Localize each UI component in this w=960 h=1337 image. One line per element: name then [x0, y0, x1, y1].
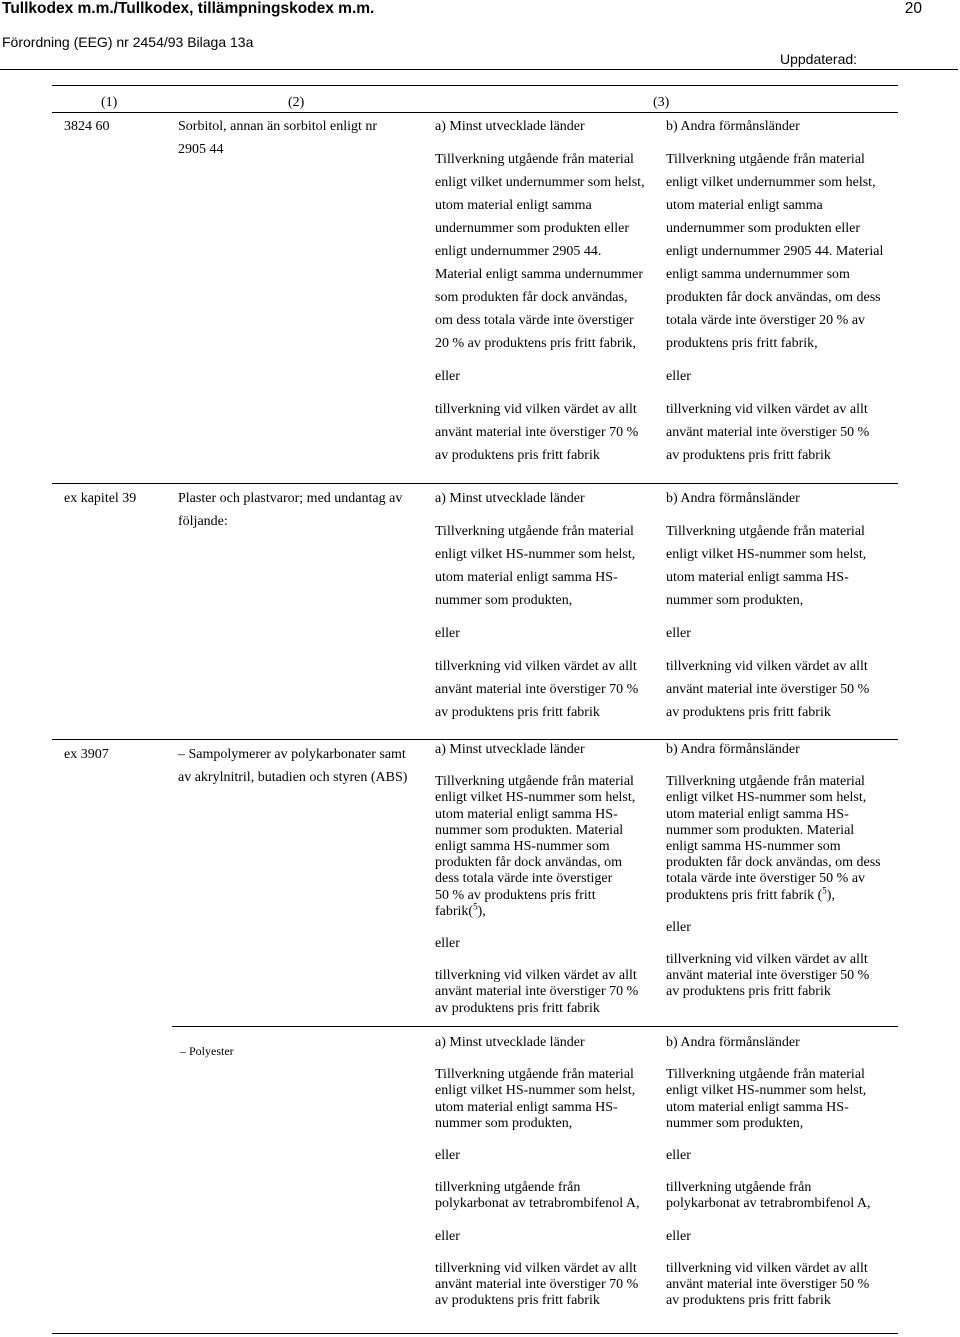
rule-line: produktens pris fritt fabrik,: [666, 336, 818, 351]
rule-line: använt material inte överstiger 70 %: [435, 425, 639, 440]
row-4-col-b: [666, 1035, 871, 1309]
row-2-description: [178, 487, 402, 533]
column-header-2: (2): [288, 95, 305, 110]
description-line: av akrylnitril, butadien och styren (ABS): [178, 770, 408, 785]
rule-line: 50 % av produktens pris fritt: [435, 887, 596, 903]
row-4-description: [180, 1040, 234, 1063]
col-a-heading: a) Minst utvecklade länder: [435, 119, 585, 134]
table-bottom-border: [52, 1333, 898, 1334]
rule-text: fabrik(: [435, 903, 474, 919]
rule-line: Material enligt samma undernummer: [435, 267, 643, 282]
rule-line: använt material inte överstiger 50 %: [666, 425, 870, 440]
rule-line: Tillverkning utgående från material: [435, 1067, 634, 1083]
rule-line: om dess totala värde inte överstiger: [435, 313, 634, 328]
rule-line: polykarbonat av tetrabrombifenol A,: [435, 1196, 640, 1212]
or-label: eller: [435, 1228, 460, 1244]
rule-line: polykarbonat av tetrabrombifenol A,: [666, 1196, 871, 1212]
rule-line: tillverkning utgående från: [435, 1180, 581, 1196]
column-header-3: (3): [653, 95, 670, 110]
description-line: följande:: [178, 514, 228, 529]
or-label: eller: [666, 1228, 691, 1244]
rule-line: nummer som produkten. Material: [435, 822, 624, 838]
rule-line: totala värde inte överstiger 20 % av: [666, 313, 866, 328]
page-number: 20: [904, 0, 922, 17]
description-line: – Polyester: [180, 1044, 234, 1058]
document-subtitle: Förordning (EEG) nr 2454/93 Bilaga 13a: [2, 34, 254, 50]
rule-line: 20 % av produktens pris fritt fabrik,: [435, 336, 637, 351]
header-divider: [0, 69, 958, 70]
rule-line: av produktens pris fritt fabrik: [666, 705, 831, 720]
rule-line: tillverkning utgående från: [666, 1180, 812, 1196]
rule-line: produkten får dock användas, om dess: [666, 855, 881, 871]
col-b-heading: b) Andra förmånsländer: [666, 1035, 800, 1050]
rule-line: nummer som produkten,: [666, 1115, 804, 1131]
row-divider: [52, 483, 898, 484]
rule-line: av produktens pris fritt fabrik: [666, 984, 831, 1000]
rule-line: använt material inte överstiger 70 %: [435, 1277, 639, 1293]
col-a-heading: a) Minst utvecklade länder: [435, 742, 585, 757]
table-top-border: [52, 85, 898, 86]
updated-label: Uppdaterad:: [780, 51, 858, 67]
rule-line: produkten får dock användas, om: [435, 855, 622, 871]
rule-line: enligt samma undernummer som: [666, 267, 850, 282]
rule-line: nummer som produkten,: [666, 593, 804, 608]
rule-line: enligt vilket undernummer som helst,: [666, 175, 876, 190]
rule-line: tillverkning vid vilken värdet av allt: [666, 659, 868, 674]
rule-line: [666, 884, 881, 904]
rule-line: som produkten får dock användas,: [435, 290, 628, 305]
rule-text: ),: [826, 887, 835, 903]
footnote-ref: 5: [473, 901, 478, 912]
row-divider: [52, 739, 898, 740]
rule-line: totala värde inte överstiger 50 % av: [666, 871, 866, 887]
rule-line: Tillverkning utgående från material: [435, 524, 634, 539]
col-b-heading: b) Andra förmånsländer: [666, 491, 800, 506]
row-3-code: ex 3907: [64, 747, 109, 762]
or-label: eller: [666, 369, 691, 384]
row-1-description: [178, 115, 377, 161]
rule-line: Tillverkning utgående från material: [666, 524, 865, 539]
or-label: eller: [435, 369, 460, 384]
rule-line: av produktens pris fritt fabrik: [435, 1000, 600, 1016]
rule-line: av produktens pris fritt fabrik: [435, 448, 600, 463]
row-1-code: 3824 60: [64, 119, 110, 134]
rule-text: ),: [477, 903, 486, 919]
or-label: eller: [666, 626, 691, 641]
or-label: eller: [435, 1148, 460, 1164]
rule-line: tillverkning vid vilken värdet av allt: [435, 1260, 637, 1276]
rule-line: utom material enligt samma HS-: [666, 806, 849, 822]
rule-line: enligt vilket HS-nummer som helst,: [666, 1083, 867, 1099]
rule-line: produkten får dock användas, om dess: [666, 290, 881, 305]
description-line: – Sampolymerer av polykarbonater samt: [178, 747, 406, 762]
or-label: eller: [435, 626, 460, 641]
rule-line: utom material enligt samma HS-: [435, 570, 618, 585]
rule-line: utom material enligt samma HS-: [666, 1099, 849, 1115]
rule-line: enligt vilket HS-nummer som helst,: [666, 790, 867, 806]
rule-line: nummer som produkten,: [435, 1115, 573, 1131]
row-3-col-b: [666, 742, 881, 1001]
rule-line: utom material enligt samma HS-: [435, 806, 618, 822]
row-3-col-a: [435, 742, 638, 1017]
rule-line: tillverkning vid vilken värdet av allt: [666, 952, 868, 968]
footnote-ref: 5: [822, 884, 827, 895]
col-b-heading: b) Andra förmånsländer: [666, 742, 800, 757]
rule-line: nummer som produkten,: [435, 593, 573, 608]
rule-line: undernummer som produkten eller: [435, 221, 630, 236]
rule-line: undernummer som produkten eller: [666, 221, 861, 236]
rule-line: använt material inte överstiger 70 %: [435, 984, 639, 1000]
rule-line: enligt vilket HS-nummer som helst,: [435, 790, 636, 806]
rule-line: använt material inte överstiger 50 %: [666, 968, 870, 984]
rule-line: enligt undernummer 2905 44.: [435, 244, 602, 259]
rule-line: använt material inte överstiger 70 %: [435, 682, 639, 697]
rule-line: Tillverkning utgående från material: [435, 774, 634, 790]
rule-line: enligt vilket undernummer som helst,: [435, 175, 645, 190]
rule-line: utom material enligt samma: [666, 198, 823, 213]
rule-line: Tillverkning utgående från material: [666, 774, 865, 790]
rule-line: enligt vilket HS-nummer som helst,: [435, 1083, 636, 1099]
description-line: 2905 44: [178, 142, 224, 157]
or-label: eller: [666, 919, 691, 935]
rule-line: Tillverkning utgående från material: [666, 1067, 865, 1083]
rule-line: av produktens pris fritt fabrik: [435, 1293, 600, 1309]
row-2-col-b: [666, 487, 869, 724]
rule-line: tillverkning vid vilken värdet av allt: [666, 1260, 868, 1276]
col-a-heading: a) Minst utvecklade länder: [435, 1035, 585, 1050]
rule-line: tillverkning vid vilken värdet av allt: [435, 659, 637, 674]
column-header-1: (1): [101, 95, 118, 110]
rule-line: tillverkning vid vilken värdet av allt: [435, 968, 637, 984]
row-4-col-a: [435, 1035, 640, 1309]
rule-text: produktens pris fritt fabrik (: [666, 887, 823, 903]
rule-line: av produktens pris fritt fabrik: [666, 1293, 831, 1309]
rule-line: utom material enligt samma HS-: [435, 1099, 618, 1115]
document-title: Tullkodex m.m./Tullkodex, tillämpningskodex m.m.: [2, 0, 375, 17]
rule-line: dess totala värde inte överstiger: [435, 871, 613, 887]
or-label: eller: [435, 936, 460, 952]
col-b-heading: b) Andra förmånsländer: [666, 119, 800, 134]
rule-line: använt material inte överstiger 50 %: [666, 1277, 870, 1293]
rule-line: enligt samma HS-nummer som: [435, 839, 610, 855]
sub-row-divider: [172, 1026, 898, 1027]
row-2-code: ex kapitel 39: [64, 491, 137, 506]
row-3-description: [178, 743, 407, 789]
rule-line: av produktens pris fritt fabrik: [435, 705, 600, 720]
rule-line: använt material inte överstiger 50 %: [666, 682, 870, 697]
rule-line: utom material enligt samma: [435, 198, 592, 213]
rule-line: tillverkning vid vilken värdet av allt: [435, 402, 637, 417]
row-2-col-a: [435, 487, 638, 724]
rule-line: nummer som produkten. Material: [666, 822, 855, 838]
row-1-col-b: [666, 115, 883, 467]
rule-line: Tillverkning utgående från material: [435, 152, 634, 167]
description-line: Plaster och plastvaror; med undantag av: [178, 491, 403, 506]
column-header-divider: [52, 112, 898, 113]
rule-line: utom material enligt samma HS-: [666, 570, 849, 585]
or-label: eller: [666, 1148, 691, 1164]
rule-line: tillverkning vid vilken värdet av allt: [666, 402, 868, 417]
rule-line: enligt vilket HS-nummer som helst,: [666, 547, 867, 562]
col-a-heading: a) Minst utvecklade länder: [435, 491, 585, 506]
row-1-col-a: [435, 115, 645, 467]
rule-line: [435, 901, 638, 920]
rule-line: av produktens pris fritt fabrik: [666, 448, 831, 463]
rule-line: enligt undernummer 2905 44. Material: [666, 244, 884, 259]
rule-line: enligt vilket HS-nummer som helst,: [435, 547, 636, 562]
description-line: Sorbitol, annan än sorbitol enligt nr: [178, 119, 378, 134]
rule-line: enligt samma HS-nummer som: [666, 839, 841, 855]
rule-line: Tillverkning utgående från material: [666, 152, 865, 167]
